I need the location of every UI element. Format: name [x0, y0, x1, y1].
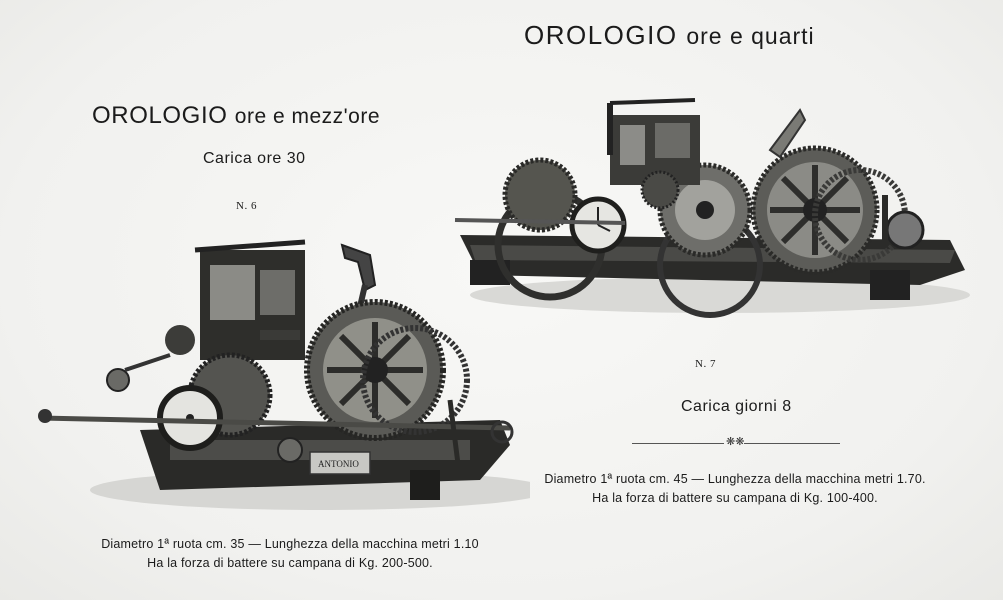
right-title-rest: ore e quarti [686, 23, 815, 49]
right-subtitle: Carica giorni 8 [681, 398, 792, 415]
left-caption [60, 535, 520, 573]
left-title-main: OROLOGIO [92, 102, 228, 129]
right-title [524, 20, 815, 51]
left-caption-line2: Ha la forza di battere su campana di Kg. 200-500. [147, 556, 433, 570]
divider-line-right [744, 443, 840, 444]
left-caption-line1: Diametro 1ª ruota cm. 35 — Lunghezza della macchina metri 1.10 [101, 537, 479, 551]
right-caption [525, 470, 945, 508]
right-caption-line2: Ha la forza di battere su campana di Kg. 100-400. [592, 491, 878, 505]
left-model-number: N. 6 [236, 200, 257, 212]
maker-plate-text: ANTONIO [318, 459, 359, 469]
right-title-main: OROLOGIO [524, 20, 678, 50]
divider-line-left [632, 443, 724, 444]
divider-ornament: ❋❋ [726, 436, 745, 448]
right-model-number: N. 7 [695, 358, 716, 370]
left-title-rest: ore e mezz'ore [234, 105, 381, 128]
left-subtitle: Carica ore 30 [203, 150, 306, 167]
left-title [92, 102, 380, 130]
clock-mechanism-illustration-n6 [30, 230, 530, 520]
right-caption-line1: Diametro 1ª ruota cm. 45 — Lunghezza della macchina metri 1.70. [544, 472, 926, 486]
ornamental-divider [632, 436, 842, 448]
